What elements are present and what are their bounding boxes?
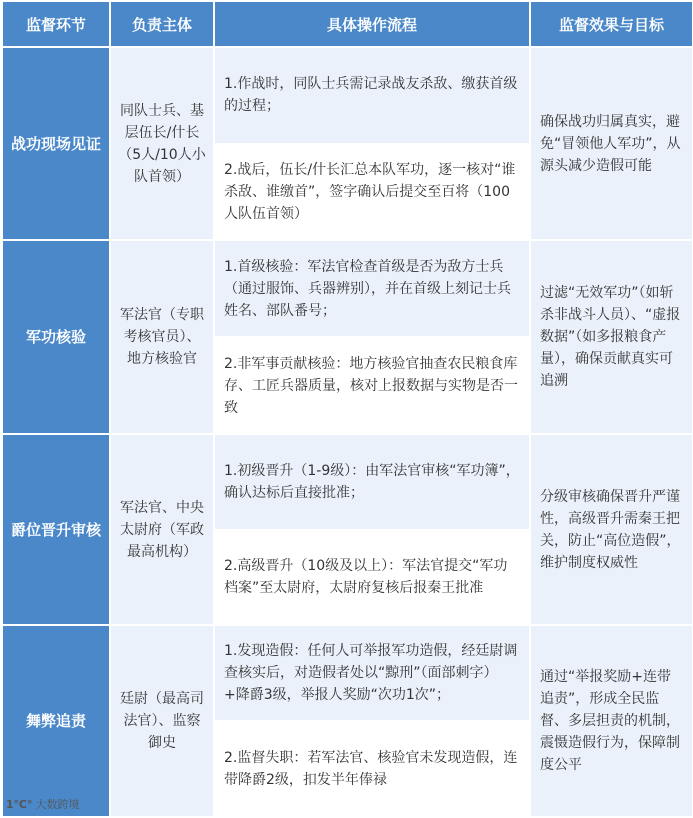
stage-cell: 军功核验 xyxy=(2,240,110,434)
header-responsible: 负责主体 xyxy=(110,1,214,47)
process-step: 2.战后，伍长/什长汇总本队军功，逐一核对“谁杀敌、谁缴首”，签字确认后提交至百将（100人队伍首领） xyxy=(215,145,529,240)
process-cell xyxy=(214,47,530,240)
goal-cell: 确保战功归属真实，避免“冒领他人军功”，从源头减少造假可能 xyxy=(530,47,693,240)
process-step: 1.初级晋升（1-9级）：由军法官审核“军功簿”，确认达标后直接批准； xyxy=(215,435,529,531)
responsible-cell: 军法官（专职考核官员）、地方核验官 xyxy=(110,240,214,434)
table-row xyxy=(2,625,693,817)
brand-logo: 1℃° xyxy=(6,797,33,811)
stage-cell: 舞弊追责 xyxy=(2,625,110,817)
brand-text: 大数跨境 xyxy=(35,798,80,811)
process-step: 2.高级晋升（10级及以上）：军法官提交“军功档案”至太尉府，太尉府复核后报秦王批准 xyxy=(215,531,529,625)
source-footer xyxy=(6,796,79,812)
table-row xyxy=(2,47,693,240)
table-row xyxy=(2,240,693,434)
supervision-table xyxy=(1,0,693,818)
header-stage: 监督环节 xyxy=(2,1,110,47)
goal-cell: 分级审核确保晋升严谨性，高级晋升需秦王把关，防止“高位造假”，维护制度权威性 xyxy=(530,434,693,625)
process-cell xyxy=(214,434,530,625)
responsible-cell: 廷尉（最高司法官）、监察御史 xyxy=(110,625,214,817)
responsible-cell: 军法官、中央太尉府（军政最高机构） xyxy=(110,434,214,625)
process-step: 2.监督失职：若军法官、核验官未发现造假，连带降爵2级，扣发半年俸禄 xyxy=(215,722,529,816)
goal-cell: 通过“举报奖励+连带追责”，形成全民监督、多层担责的机制，震慑造假行为，保障制度公平 xyxy=(530,625,693,817)
process-step: 1.首级核验：军法官检查首级是否为敌方士兵（通过服饰、兵器辨别），并在首级上刻记士兵姓名、部队番号； xyxy=(215,241,529,338)
stage-cell: 爵位晋升审核 xyxy=(2,434,110,625)
process-step: 2.非军事贡献核验：地方核验官抽查农民粮食库存、工匠兵器质量，核对上报数据与实物是否一致 xyxy=(215,338,529,433)
process-step: 1.作战时，同队士兵需记录战友杀敌、缴获首级的过程； xyxy=(215,48,529,145)
goal-cell: 过滤“无效军功”（如斩杀非战斗人员）、“虚报数据”（如多报粮食产量），确保贡献真实可追溯 xyxy=(530,240,693,434)
process-cell xyxy=(214,625,530,817)
process-cell xyxy=(214,240,530,434)
table-row xyxy=(2,434,693,625)
responsible-cell: 同队士兵、基层伍长/什长（5人/10人小队首领） xyxy=(110,47,214,240)
header-process: 具体操作流程 xyxy=(214,1,530,47)
header-row xyxy=(2,1,693,47)
header-goal: 监督效果与目标 xyxy=(530,1,693,47)
process-step: 1.发现造假：任何人可举报军功造假，经廷尉调查核实后，对造假者处以“黥刑”（面部刺字）+降爵3级，举报人奖励“次功1次”； xyxy=(215,626,529,722)
stage-cell: 战功现场见证 xyxy=(2,47,110,240)
